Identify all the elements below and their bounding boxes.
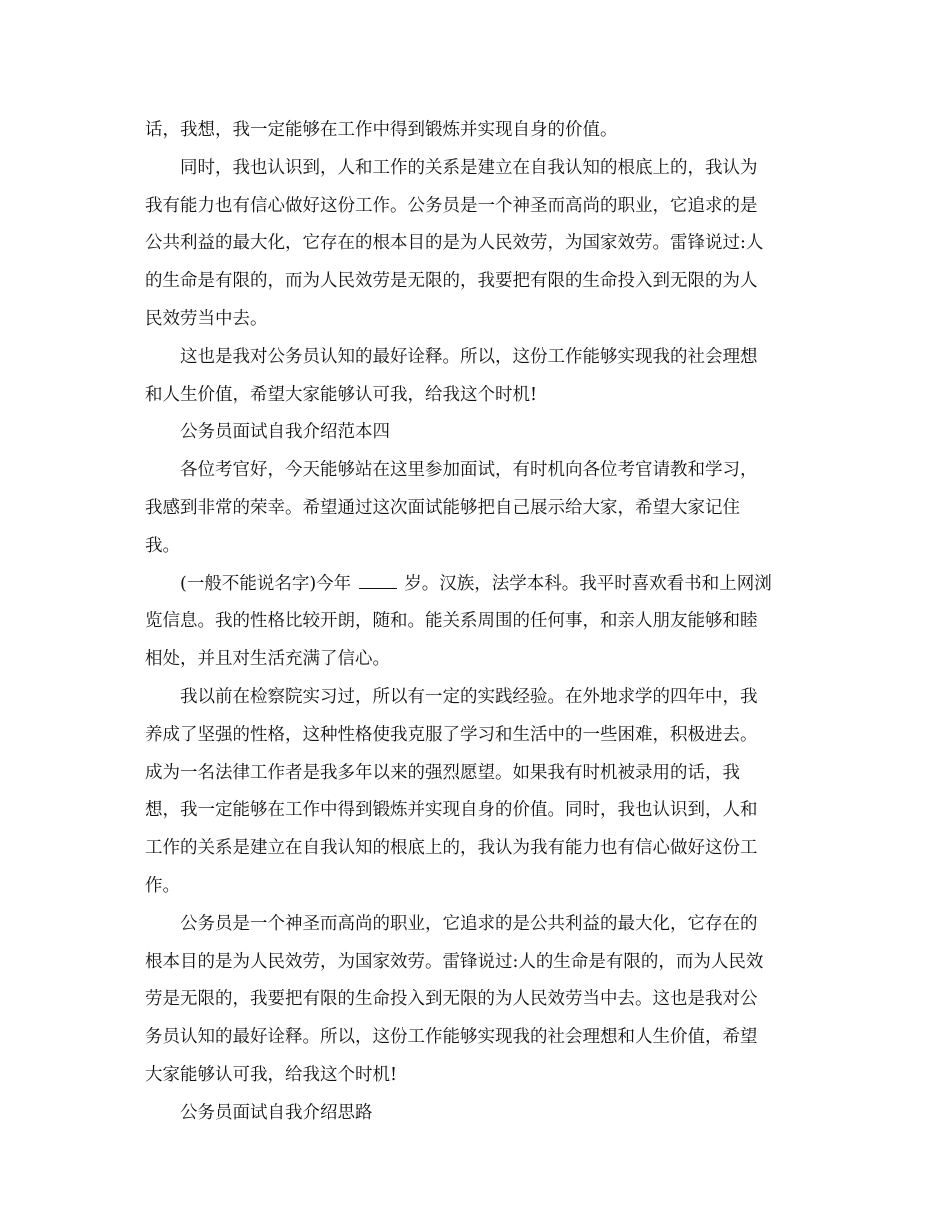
text-line: 务员认知的最好诠释。所以，这份工作能够实现我的社会理想和人生价值，希望	[145, 1027, 758, 1048]
text-line: 成为一名法律工作者是我多年以来的强烈愿望。如果我有时机被录用的话，我	[145, 762, 740, 783]
text-line: 同时，我也认识到，人和工作的关系是建立在自我认知的根底上的，我认为	[180, 157, 758, 178]
text-line: 作。	[145, 875, 180, 896]
text-line: 公务员是一个神圣而高尚的职业，它追求的是公共利益的最大化，它存在的	[180, 913, 758, 934]
text-line: 和人生价值，希望大家能够认可我，给我这个时机!	[145, 384, 538, 405]
document-body	[145, 112, 805, 1133]
text-line: 我以前在检察院实习过，所以有一定的实践经验。在外地求学的四年中，我	[180, 686, 758, 707]
text-line: 劳是无限的，我要把有限的生命投入到无限的为人民效劳当中去。这也是我对公	[145, 989, 758, 1010]
text-line: 公共利益的最大化，它存在的根本目的是为人民效劳，为国家效劳。雷锋说过:人	[145, 233, 764, 254]
section-heading: 公务员面试自我介绍范本四	[180, 422, 390, 443]
section-heading: 公务员面试自我介绍思路	[180, 1102, 373, 1123]
text-line: 话，我想，我一定能够在工作中得到锻炼并实现自身的价值。	[145, 120, 618, 140]
text-line: 大家能够认可我，给我这个时机!	[145, 1064, 398, 1085]
text-line: 工作的关系是建立在自我认知的根底上的，我认为我有能力也有信心做好这份工	[145, 838, 758, 859]
line-text-before-blank: (一般不能说名字)今年	[180, 573, 352, 594]
age-blank	[359, 571, 397, 589]
text-line: 我。	[145, 535, 180, 556]
line-text-after-blank: 岁。汉族，法学本科。我平时喜欢看书和上网浏	[404, 573, 772, 594]
text-line: 览信息。我的性格比较开朗，随和。能关系周围的任何事，和亲人朋友能够和睦	[145, 611, 758, 632]
text-line: 根本目的是为人民效劳，为国家效劳。雷锋说过:人的生命是有限的，而为人民效	[145, 951, 764, 972]
text-line: 我有能力也有信心做好这份工作。公务员是一个神圣而高尚的职业，它追求的是	[145, 195, 758, 216]
text-line: 民效劳当中去。	[145, 308, 268, 329]
text-line: 养成了坚强的性格，这种性格使我克服了学习和生活中的一些困难，积极进去。	[145, 724, 758, 745]
text-line: 的生命是有限的，而为人民效劳是无限的，我要把有限的生命投入到无限的为人	[145, 271, 758, 292]
text-line: 我感到非常的荣幸。希望通过这次面试能够把自己展示给大家，希望大家记住	[145, 497, 740, 518]
text-line: 各位考官好，今天能够站在这里参加面试，有时机向各位考官请教和学习，	[180, 460, 758, 481]
text-line-with-blank	[145, 566, 805, 604]
text-line: 这也是我对公务员认知的最好诠释。所以，这份工作能够实现我的社会理想	[180, 346, 758, 367]
text-line: 想，我一定能够在工作中得到锻炼并实现自身的价值。同时，我也认识到，人和	[145, 800, 758, 821]
text-line: 相处，并且对生活充满了信心。	[145, 649, 390, 670]
